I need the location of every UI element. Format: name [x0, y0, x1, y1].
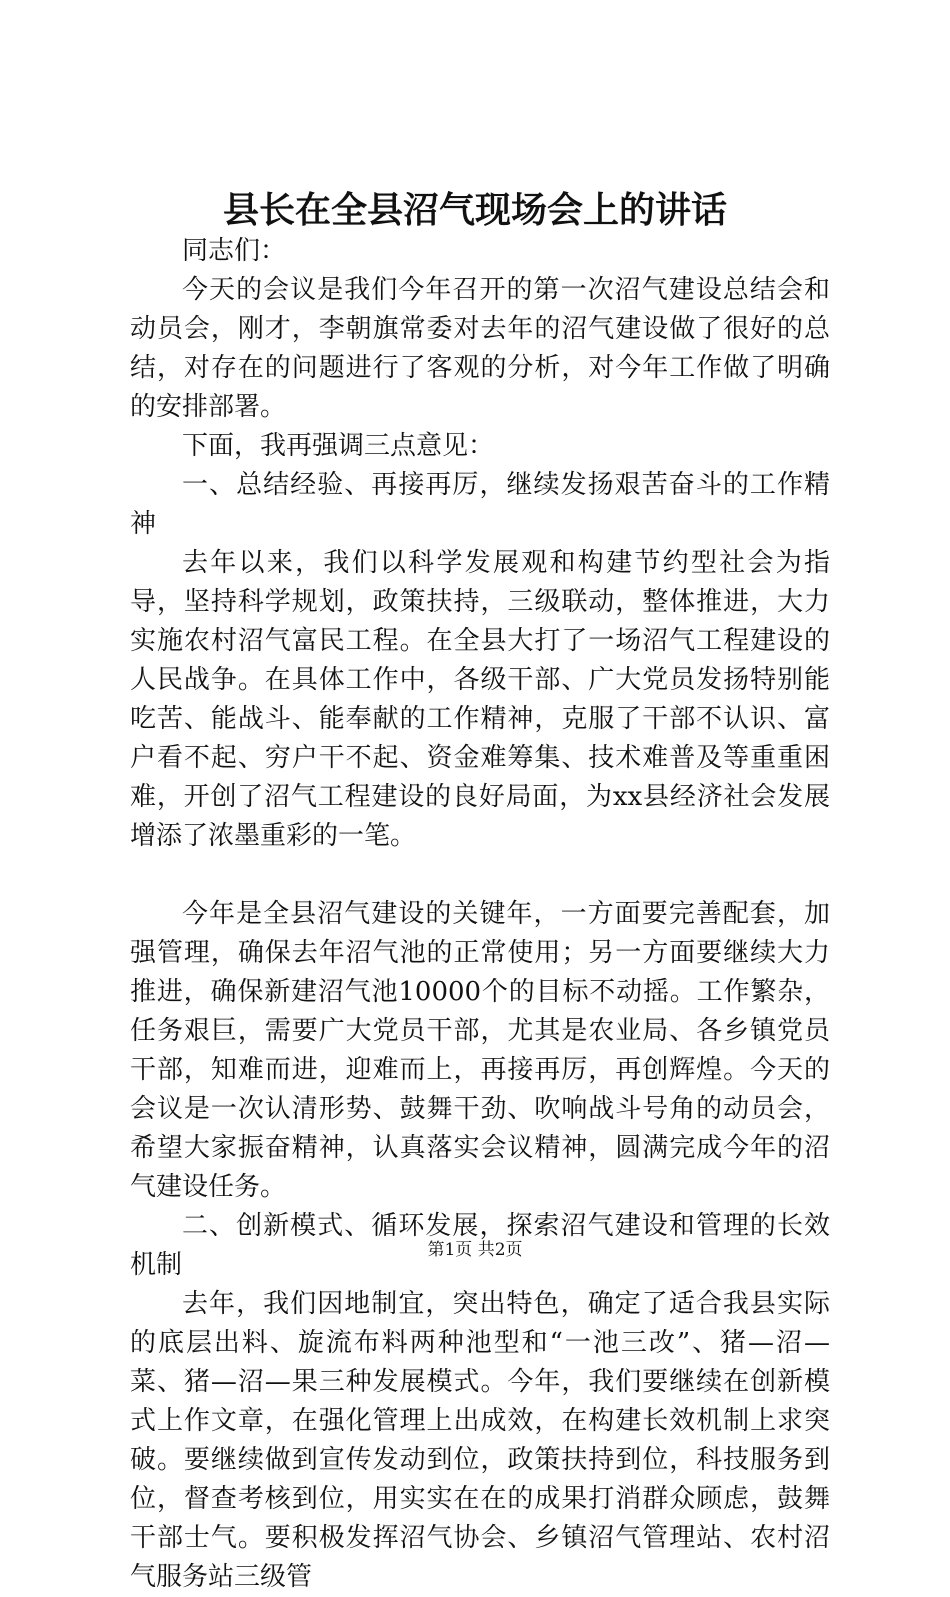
paragraph-last-year: 去年以来，我们以科学发展观和构建节约型社会为指导，坚持科学规划，政策扶持，三级联动，整体推进，大力实施农村沼气富民工程。在全县大打了一场沼气工程建设的人民战争。在具体工作中，各级干部、广大党员发扬特别能吃苦、能战斗、能奉献的工作精神，克服了干部不认识、富户看不起、穷户干不起、资金难筹集、技术难普及等重重困难，开创了沼气工程建设的良好局面，为xx县经济社会发展增添了浓墨重彩的一笔。	[130, 548, 830, 851]
paragraph-spacer	[130, 856, 830, 895]
document-body	[130, 232, 830, 1597]
document-title: 县长在全县沼气现场会上的讲话	[222, 189, 727, 231]
section-heading-1: 一、总结经验、再接再厉，继续发扬艰苦奋斗的工作精神	[130, 470, 830, 539]
salutation: 同志们：	[182, 236, 287, 266]
paragraph-intro: 下面，我再强调三点意见：	[182, 431, 495, 461]
paragraph-opening: 今天的会议是我们今年召开的第一次沼气建设总结会和动员会，刚才，李朝旗常委对去年的沼气建设做了很好的总结，对存在的问题进行了客观的分析，对今年工作做了明确的安排部署。	[130, 275, 830, 422]
paragraph-this-year: 今年是全县沼气建设的关键年，一方面要完善配套，加强管理，确保去年沼气池的正常使用；另一方面要继续大力推进，确保新建沼气池10000个的目标不动摇。工作繁杂，任务艰巨，需要广大党员干部，尤其是农业局、各乡镇党员干部，知难而进，迎难而上，再接再厉，再创辉煌。今天的会议是一次认清形势、鼓舞干劲、吹响战斗号角的动员会，希望大家振奋精神，认真落实会议精神，圆满完成今年的沼气建设任务。	[130, 899, 830, 1202]
section-heading-2: 二、创新模式、循环发展，探索沼气建设和管理的长效机制	[130, 1211, 830, 1280]
paragraph-models: 去年，我们因地制宜，突出特色，确定了适合我县实际的底层出料、旋流布料两种池型和“一池三改”、猪—沼—菜、猪—沼—果三种发展模式。今年，我们要继续在创新模式上作文章，在强化管理上出成效，在构建长效机制上求突破。要继续做到宣传发动到位，政策扶持到位，科技服务到位，督查考核到位，用实实在在的成果打消群众顾虑，鼓舞干部士气。要积极发挥沼气协会、乡镇沼气管理站、农村沼气服务站三级管	[130, 1289, 830, 1592]
page-number-footer: 第1页 共2页	[427, 1240, 523, 1260]
